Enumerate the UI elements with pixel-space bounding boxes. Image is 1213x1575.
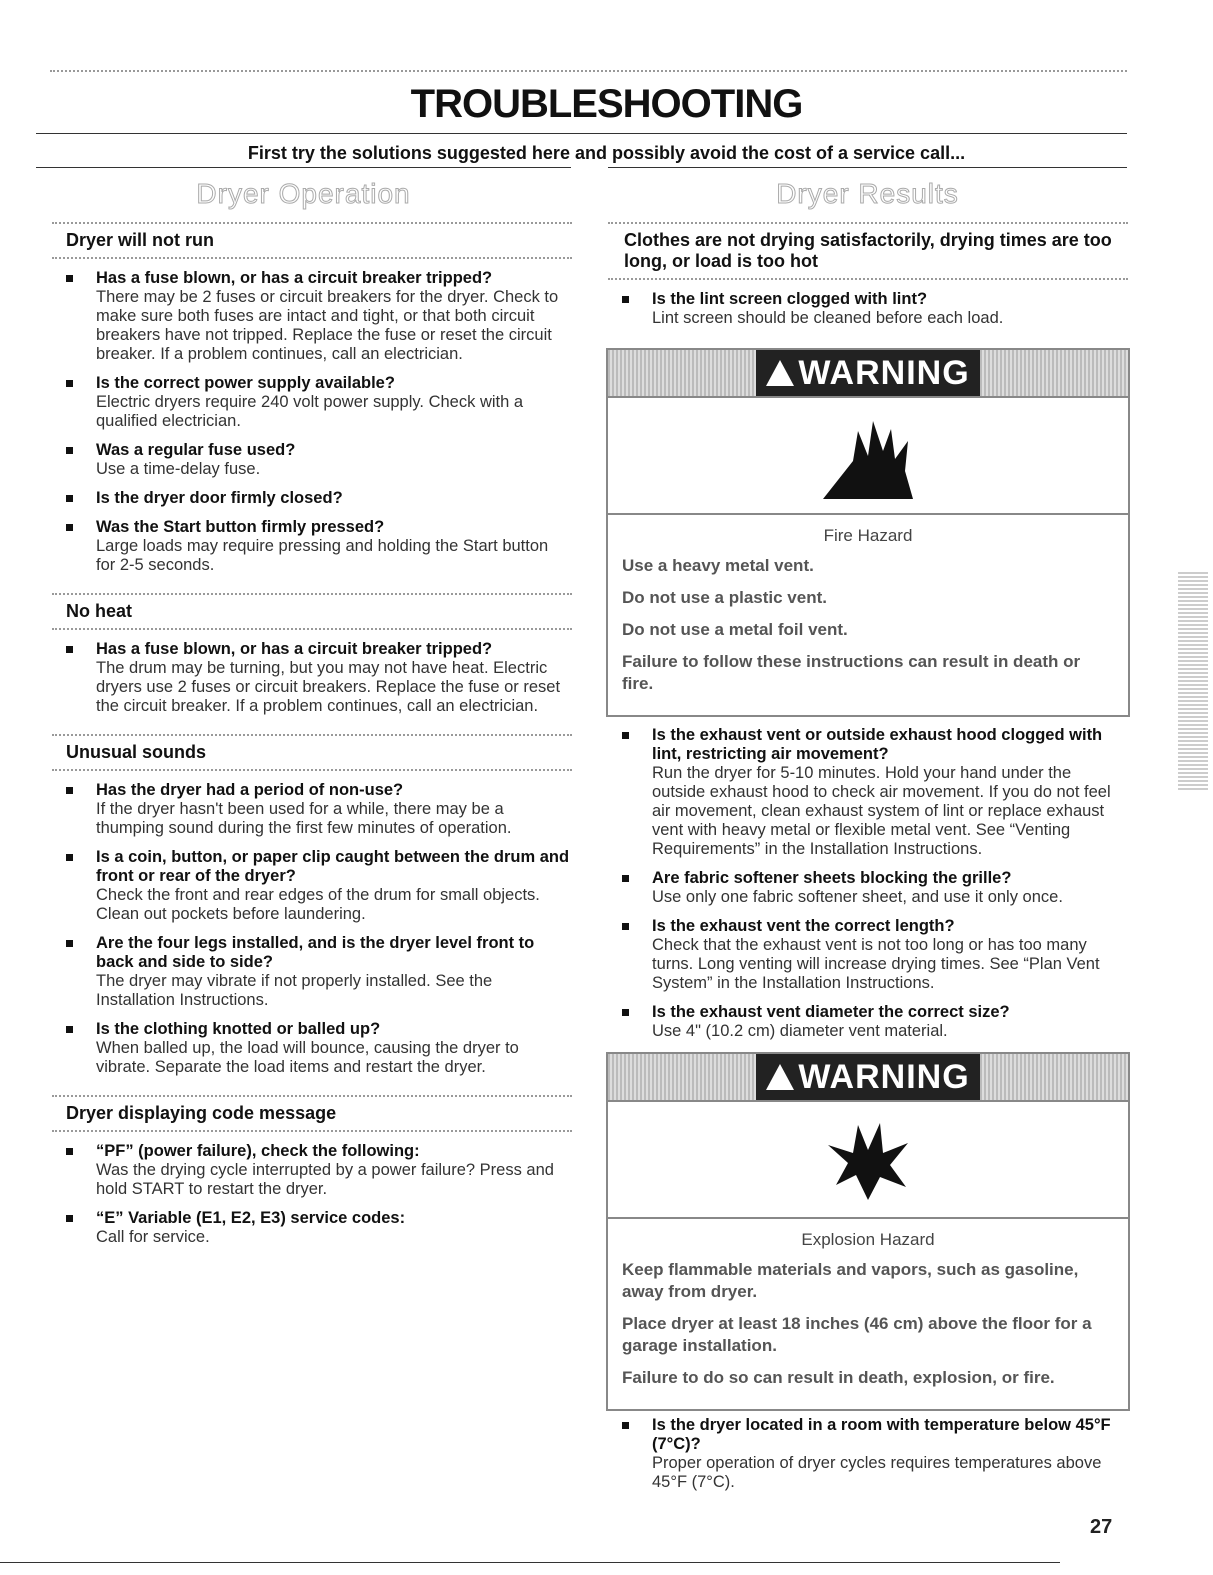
- list-item: [52, 1142, 572, 1199]
- bullet-icon: [66, 275, 73, 282]
- bullet-icon: [66, 787, 73, 794]
- question: Is the lint screen clogged with lint?: [652, 290, 928, 308]
- bullet-icon: [622, 923, 629, 930]
- warning-line: Failure to do so can result in death, explosion, or fire.: [622, 1368, 1055, 1387]
- bullet-icon: [66, 1215, 73, 1222]
- left-column: [52, 222, 572, 1257]
- question: Are fabric softener sheets blocking the grille?: [652, 869, 1012, 887]
- list-item: [608, 1416, 1128, 1492]
- side-tab-marker: [1178, 570, 1208, 790]
- list-item: [608, 869, 1128, 907]
- list-item: [52, 848, 572, 924]
- warning-body: [608, 1219, 1128, 1409]
- bullet-icon: [622, 296, 629, 303]
- answer: There may be 2 fuses or circuit breakers for the dryer. Check to make sure both fuses are intact and tight, or that both circuit breakers have not tripped. Replace the fuse or reset the circuit breaker. If a problem continues, call an electrician.: [96, 288, 559, 363]
- answer: Use only one fabric softener sheet, and use it only once.: [652, 888, 1063, 906]
- left-rule: [36, 167, 571, 168]
- section-dryer-will-not-run: [52, 222, 572, 575]
- warning-line: Keep flammable materials and vapors, such as gasoline, away from dryer.: [622, 1260, 1079, 1301]
- bullet-icon: [66, 380, 73, 387]
- list-item: [608, 290, 1128, 328]
- warning-label: WARNING: [756, 350, 979, 396]
- bullet-icon: [622, 1009, 629, 1016]
- answer: The drum may be turning, but you may not have heat. Electric dryers use 2 fuses or circuit breakers. Replace the fuse or reset the circuit breaker. If a problem continues, call an electrician.: [96, 659, 561, 715]
- warning-banner: [608, 1054, 1128, 1102]
- list-item: [52, 1020, 572, 1077]
- question: Has a fuse blown, or has a circuit breaker tripped?: [96, 640, 493, 658]
- list-item: [52, 781, 572, 838]
- section-code-message: [52, 1095, 572, 1247]
- list-item: [52, 934, 572, 1010]
- question: Is the clothing knotted or balled up?: [96, 1020, 381, 1038]
- question: Are the four legs installed, and is the dryer level front to back and side to side?: [96, 934, 535, 971]
- hazard-title: Fire Hazard: [823, 526, 913, 545]
- answer: Use a time-delay fuse.: [96, 460, 261, 478]
- answer: Check that the exhaust vent is not too long or has too many turns. Long venting will increase drying times. See “Plan Vent System” in the Installation Instructions.: [652, 936, 1100, 992]
- section-title: Dryer will not run: [52, 222, 572, 259]
- question: Is the dryer located in a room with temperature below 45°F (7°C)?: [652, 1416, 1111, 1453]
- explosion-warning-box: [606, 1052, 1130, 1411]
- warning-body: [608, 515, 1128, 715]
- section-title: Unusual sounds: [52, 734, 572, 771]
- warning-line: Use a heavy metal vent.: [622, 556, 814, 575]
- question: Is the dryer door firmly closed?: [96, 489, 343, 507]
- bullet-icon: [66, 524, 73, 531]
- bullet-icon: [622, 875, 629, 882]
- answer: Proper operation of dryer cycles requires temperatures above 45°F (7°C).: [652, 1454, 1102, 1491]
- answer: Run the dryer for 5-10 minutes. Hold your hand under the outside exhaust hood to check air movement. If you do not feel air movement, clean exhaust system of lint or replace exhaust vent with heavy metal or flexible metal vent. See “Venting Requirements” in the Installation Instructions.: [652, 764, 1111, 858]
- page-title: TROUBLESHOOTING: [410, 82, 803, 126]
- bullet-icon: [66, 447, 73, 454]
- right-column-middle: [608, 726, 1128, 1051]
- list-item: [52, 489, 572, 508]
- warning-banner: [608, 350, 1128, 398]
- alert-triangle-icon: [766, 1064, 794, 1090]
- hazard-title: Explosion Hazard: [801, 1230, 935, 1249]
- page-subtitle: First try the solutions suggested here and possibly avoid the cost of a service call...: [247, 143, 966, 163]
- answer: Check the front and rear edges of the drum for small objects. Clean out pockets before laundering.: [96, 886, 540, 923]
- bullet-icon: [622, 1422, 629, 1429]
- question: Is the exhaust vent or outside exhaust hood clogged with lint, restricting air movement?: [652, 726, 1103, 763]
- bullet-icon: [66, 495, 73, 502]
- left-column-heading: Dryer Operation: [196, 178, 411, 209]
- right-rule: [608, 167, 1127, 168]
- question: Was the Start button firmly pressed?: [96, 518, 385, 536]
- warning-line: Place dryer at least 18 inches (46 cm) above the floor for a garage installation.: [622, 1314, 1092, 1355]
- section-unusual-sounds: [52, 734, 572, 1077]
- right-column-heading: Dryer Results: [776, 178, 959, 209]
- fire-icon: [608, 398, 1128, 515]
- bullet-icon: [622, 732, 629, 739]
- title-rule: [36, 133, 1127, 134]
- question: Has a fuse blown, or has a circuit breaker tripped?: [96, 269, 493, 287]
- question: Is a coin, button, or paper clip caught between the drum and front or rear of the dryer?: [96, 848, 570, 885]
- list-item: [52, 441, 572, 479]
- question: Is the correct power supply available?: [96, 374, 395, 392]
- question: Is the exhaust vent the correct length?: [652, 917, 955, 935]
- page-number: 27: [1090, 1516, 1113, 1538]
- answer: The dryer may vibrate if not properly installed. See the Installation Instructions.: [96, 972, 493, 1009]
- bullet-icon: [66, 646, 73, 653]
- answer: Large loads may require pressing and holding the Start button for 2-5 seconds.: [96, 537, 549, 574]
- fire-warning-box: [606, 348, 1130, 717]
- list-item: [52, 1209, 572, 1247]
- answer: If the dryer hasn't been used for a while, there may be a thumping sound during the first few minutes of operation.: [96, 800, 512, 837]
- answer: Call for service.: [96, 1228, 210, 1246]
- alert-triangle-icon: [766, 360, 794, 386]
- top-rule: [50, 70, 1127, 72]
- question: “E” Variable (E1, E2, E3) service codes:: [96, 1209, 406, 1227]
- answer: Was the drying cycle interrupted by a power failure? Press and hold START to restart the dryer.: [96, 1161, 554, 1198]
- warning-line: Do not use a metal foil vent.: [622, 620, 848, 639]
- question: Is the exhaust vent diameter the correct size?: [652, 1003, 1010, 1021]
- answer: Use 4" (10.2 cm) diameter vent material.: [652, 1022, 948, 1040]
- right-column-bottom: [608, 1416, 1128, 1502]
- question: Was a regular fuse used?: [96, 441, 296, 459]
- list-item: [52, 518, 572, 575]
- list-item: [52, 640, 572, 716]
- list-item: [608, 726, 1128, 859]
- bullet-icon: [66, 940, 73, 947]
- list-item: [52, 269, 572, 364]
- question: “PF” (power failure), check the following:: [96, 1142, 420, 1160]
- bullet-icon: [66, 1148, 73, 1155]
- bullet-icon: [66, 1026, 73, 1033]
- bullet-icon: [66, 854, 73, 861]
- answer: Electric dryers require 240 volt power supply. Check with a qualified electrician.: [96, 393, 524, 430]
- section-title: Clothes are not drying satisfactorily, drying times are too long, or load is too hot: [608, 222, 1128, 280]
- bottom-rule: [0, 1562, 1060, 1563]
- warning-line: Do not use a plastic vent.: [622, 588, 827, 607]
- section-no-heat: [52, 593, 572, 716]
- list-item: [52, 374, 572, 431]
- answer: When balled up, the load will bounce, causing the dryer to vibrate. Separate the load items and restart the dryer.: [96, 1039, 519, 1076]
- answer: Lint screen should be cleaned before each load.: [652, 309, 1004, 327]
- right-column-top: [608, 222, 1128, 338]
- section-title: No heat: [52, 593, 572, 630]
- warning-line: Failure to follow these instructions can result in death or fire.: [622, 652, 1081, 693]
- question: Has the dryer had a period of non-use?: [96, 781, 404, 799]
- list-item: [608, 917, 1128, 993]
- warning-label: WARNING: [756, 1054, 979, 1100]
- list-item: [608, 1003, 1128, 1041]
- section-title: Dryer displaying code message: [52, 1095, 572, 1132]
- explosion-icon: [608, 1102, 1128, 1219]
